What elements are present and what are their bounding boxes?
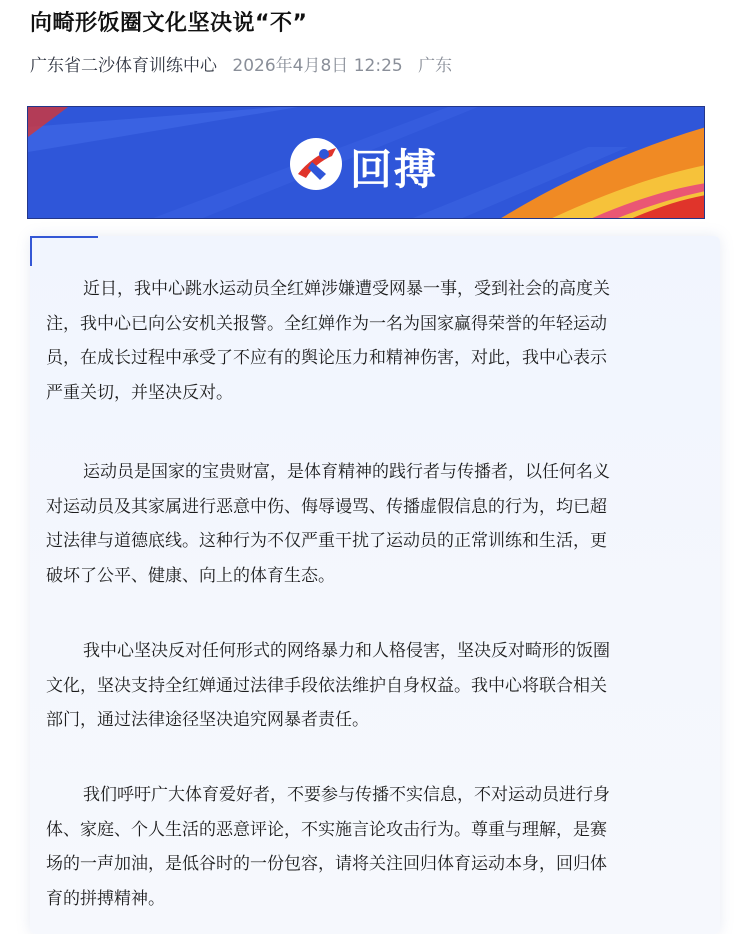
article-title: 向畸形饭圈文化坚决说“不” xyxy=(30,11,308,36)
paragraph-line: 育的拼搏精神。 xyxy=(46,888,165,909)
publish-date: 2026年4月8日 12:25 xyxy=(232,56,403,76)
paragraph-line: 我们呼吁广大体育爱好者，不要参与传播不实信息，不对运动员进行身 xyxy=(83,785,610,805)
paragraph-line: 员，在成长过程中承受了不应有的舆论压力和精神伤害，对此，我中心表示 xyxy=(46,348,607,368)
publish-location: 广东 xyxy=(418,56,453,76)
paragraph-line: 体、家庭、个人生活的恶意评论，不实施言论攻击行为。尊重与理解，是赛 xyxy=(46,819,607,840)
paragraph-line: 场的一声加油，是低谷时的一份包容，请将关注回归体育运动本身，回归体 xyxy=(46,854,607,874)
paragraph-line: 运动员是国家的宝贵财富，是体育精神的践行者与传播者，以任何名义 xyxy=(83,462,610,482)
paragraph-2 xyxy=(46,455,706,593)
source-account[interactable]: 广东省二沙体育训练中心 xyxy=(30,56,217,76)
card-corner-accent xyxy=(30,236,98,266)
logo-emblem-icon xyxy=(286,134,346,194)
paragraph-line: 严重关切，并坚决反对。 xyxy=(46,382,233,403)
paragraph-4 xyxy=(46,778,706,916)
header-banner xyxy=(27,106,705,219)
paragraph-line: 注，我中心已向公安机关报警。全红婵作为一名为国家赢得荣誉的年轻运动 xyxy=(46,313,607,334)
banner-logo-text: 回搏 xyxy=(350,145,439,194)
paragraph-line: 对运动员及其家属进行恶意中伤、侮辱谩骂、传播虚假信息的行为，均已超 xyxy=(46,496,607,517)
paragraph-line: 文化，坚决支持全红婵通过法律手段依法维护自身权益。我中心将联合相关 xyxy=(46,675,607,696)
paragraph-line: 过法律与道德底线。这种行为不仅严重干扰了运动员的正常训练和生活，更 xyxy=(46,531,607,551)
article-meta xyxy=(30,51,452,76)
paragraph-1 xyxy=(46,272,706,410)
paragraph-line: 近日，我中心跳水运动员全红婵涉嫌遭受网暴一事，受到社会的高度关 xyxy=(83,279,610,299)
paragraph-3 xyxy=(46,634,706,738)
paragraph-line: 部门，通过法律途径坚决追究网暴者责任。 xyxy=(46,710,369,730)
paragraph-line: 我中心坚决反对任何形式的网络暴力和人格侵害，坚决反对畸形的饭圈 xyxy=(83,641,610,661)
paragraph-line: 破坏了公平、健康、向上的体育生态。 xyxy=(46,565,335,586)
